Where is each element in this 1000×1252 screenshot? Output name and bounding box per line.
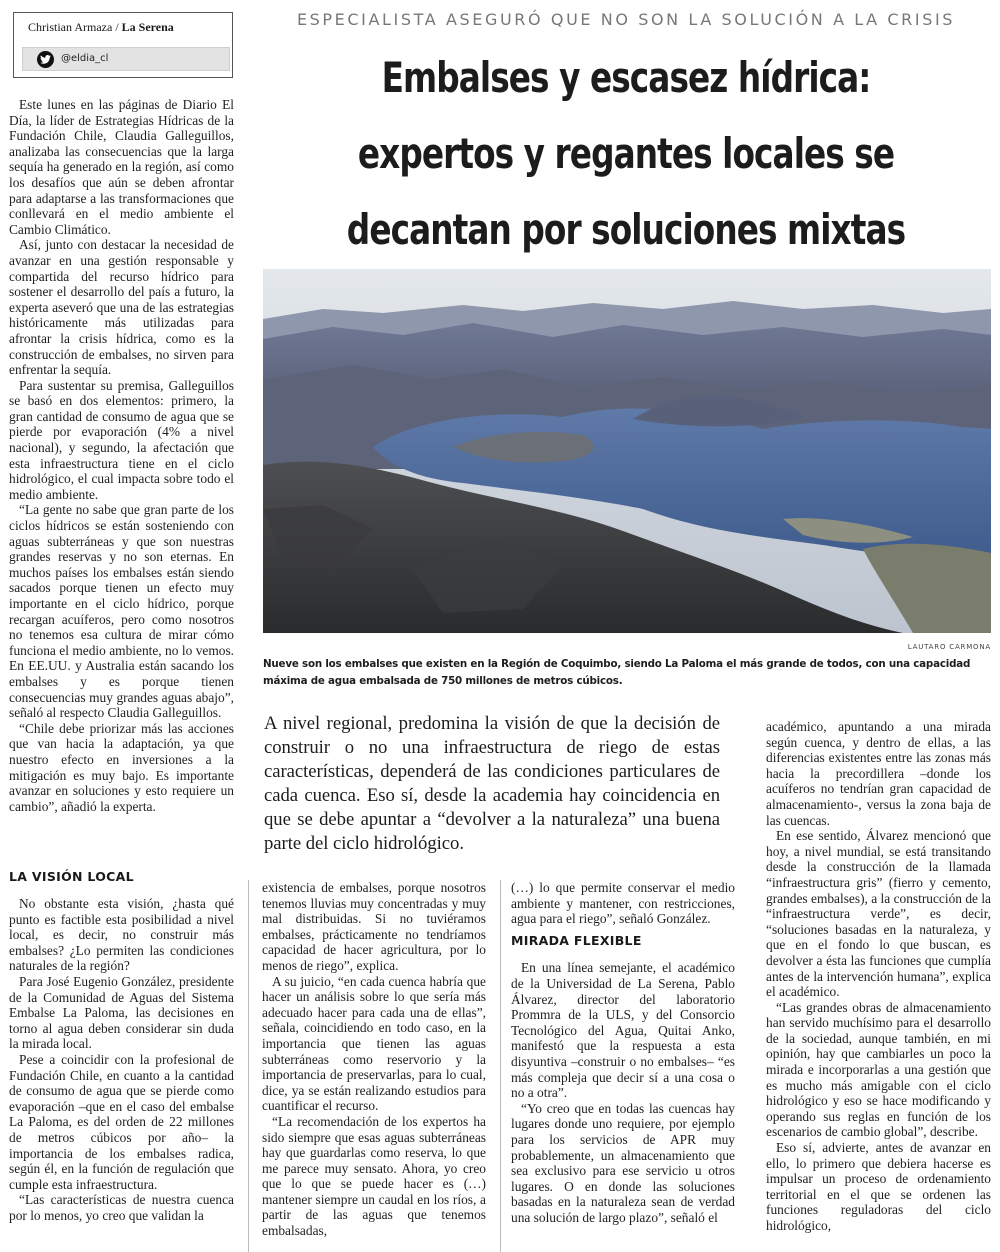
photo-caption: Nueve son los embalses que existen en la Región de Coquimbo, siendo La Paloma el más grande de todos, con una capacidad máxima de agua embalsada de 750 millones de metros cúbicos. — [263, 658, 971, 687]
paragraph: Pese a coincidir con la profesional de Fundación Chile, en cuanto a la cantidad de consumo de agua que se pierde como evaporación –que en el caso del embalse La Paloma, es del orden de 22 millones de metros cúbicos por año– la importancia de los embalses radica, según él, en la función de regulación que cumple esta infraestructura. — [9, 1051, 234, 1192]
twitter-bar — [22, 47, 230, 71]
right-column — [766, 719, 991, 1234]
byline — [28, 20, 174, 35]
paragraph: Para sustentar su premisa, Galleguillos se basó en dos elementos: primero, la gran cantidad de consumo de agua que se pierde por evaporación (4% a nivel nacional), y segundo, la afectación que esta infraestructura tiene en el ciclo hidrológico, el cual impacta sobre todo el medio ambiente. — [9, 377, 234, 502]
paragraph: (…) lo que permite conservar el medio ambiente y mantener, con restricciones, agua para el riego”, señaló González. — [511, 880, 735, 927]
middle-column-1 — [262, 880, 486, 1239]
paragraph: académico, apuntando a una mirada según cuenca, y dentro de ellas, a las diferencias existentes entre las zonas más hacia la precordillera –donde los acuíferos no tendrían gran capacidad de almacenamiento-, versus la zona baja de las cuencas. — [766, 719, 991, 828]
headline-line-3: decantan por soluciones mixtas — [346, 205, 906, 254]
photo-credit: LAUTARO CARMONA — [907, 643, 991, 651]
twitter-handle: @eldia_cl — [61, 53, 109, 64]
byline-city: La Serena — [121, 20, 174, 34]
byline-box — [13, 12, 233, 78]
left-column — [9, 97, 234, 814]
kicker: ESPECIALISTA ASEGURÓ QUE NO SON LA SOLUCIÓN A LA CRISIS — [296, 10, 956, 29]
paragraph: En una línea semejante, el académico de la Universidad de La Serena, Pablo Álvarez, director del laboratorio Prommra de la ULS, y del Consorcio Tecnológico del Agua, Quitai Anko, manifestó que la respuesta a esta disyuntiva –construir o no embalses– “es más compleja que decir sí a una cosa o no a otra”. — [511, 960, 735, 1101]
byline-separator: / — [112, 20, 122, 34]
paragraph: “Chile debe priorizar más las acciones que van hacia la adaptación, ya que nuestro efecto en inversiones a la mitigación es muy bajo. Es importante avanzar en soluciones y esto requiere un cambio”, añadió la experta. — [9, 720, 234, 814]
paragraph: “La gente no sabe que gran parte de los ciclos hídricos se están sosteniendo con aguas subterráneas y que son nuestras grandes reservas y no son eternas. En muchos países los embalses están siendo sacados porque tienen un efecto muy importante en el ciclo hídrico, porque recargan acuíferos, pero como nosotros no tenemos esa cultura de mirar cómo funciona el medio ambiente, no lo vemos. En EE.UU. y Australia están sacando los embalses y es porque tienen consecuencias muy grandes aguas abajo”, señaló al respecto Claudia Galleguillos. — [9, 502, 234, 721]
reservoir-landscape-image — [263, 269, 991, 633]
author-name: Christian Armaza — [28, 20, 113, 34]
left-bottom-column — [9, 896, 234, 1223]
middle-column-2 — [511, 880, 735, 1225]
headline-line-1: Embalses y escasez hídrica: — [381, 53, 871, 102]
column-divider — [248, 880, 249, 1252]
paragraph: “Las características de nuestra cuenca por lo menos, yo creo que validan la — [9, 1192, 234, 1223]
paragraph: “Yo creo que en todas las cuencas hay lugares donde uno requiere, por ejemplo para los servicios de APR muy probablemente, un almacenamiento que sea exclusivo para ese servicio u otros lugares. O en donde las soluciones basadas en la naturaleza sean de verdad una solución de largo plazo”, señaló el — [511, 1100, 735, 1225]
paragraph: Así, junto con destacar la necesidad de avanzar en una gestión responsable y compartida del recurso hídrico para sostener el desarrollo del país a futuro, la experta aseveró que una de las estrategias históricamente más utilizadas para afrontar la crisis hídrica, como es la construcción de embalses, no sirven para enfrentar la sequía. — [9, 237, 234, 378]
twitter-bird-icon — [37, 51, 54, 68]
reservoir-photo — [263, 269, 991, 633]
paragraph: existencia de embalses, porque nosotros tenemos lluvias muy concentradas y muy mal distribuidas. Si no tuviéramos embalses, prácticamente no tendríamos capacidad de hacer agricultura, por lo menos de riego”, explica. — [262, 880, 486, 973]
paragraph: Para José Eugenio González, presidente de la Comunidad de Aguas del Sistema Embalse La Paloma, las decisiones en torno al agua deben considerar sin duda la mirada local. — [9, 973, 234, 1052]
column-divider — [500, 880, 501, 1252]
subhead-la-vision-local: LA VISIÓN LOCAL — [9, 869, 134, 884]
lede-paragraph: A nivel regional, predomina la visión de que la decisión de construir o no una infraestructura de riego de estas características, dependerá de las condiciones particulares de cada cuenca. Eso sí, desde la academia hay coincidencia en que se debe apuntar a “devolver a la naturaleza” una buena parte del ciclo hidrológico. — [264, 713, 720, 855]
paragraph: Eso sí, advierte, antes de avanzar en ello, lo primero que debiera hacerse es impulsar un proceso de ordenamiento territorial en el que se ordenen las funciones reguladoras del ciclo hidrológico, — [766, 1140, 991, 1233]
paragraph: “Las grandes obras de almacenamiento han servido muchísimo para el desarrollo de la sociedad, aunque también, en mi opinión, hay que cambiarles un poco la mirada e incorporarlas a una gestión que es mucho más amigable con el ciclo hidrológico y eso se hace modificando y operando sus reglas en función de los escenarios de cambio global”, describe. — [766, 999, 991, 1140]
headline-line-2: expertos y regantes locales se — [357, 129, 895, 178]
paragraph: A su juicio, “en cada cuenca habría que hacer un análisis sobre lo que sería más adecuado hacer para cada una de ellas”, señala, coincidiendo en todo caso, en la importancia que tienen las aguas subterráneas como reservorio y la importancia de preservarlas, para lo cual, dice, ya se están realizando estudios para cuantificar el recurso. — [262, 973, 486, 1114]
paragraph: En ese sentido, Álvarez mencionó que hoy, a nivel mundial, se está transitando desde la construcción de la llamada “infraestructura gris” (fierro y cemento, grandes embalses), a la construcción de la “infraestructura verde”, es decir, “soluciones basadas en la naturaleza, y que en el fondo lo que buscan, es devolver a ésta las funciones que cumplía antes de la intervención humana”, explica el académico. — [766, 828, 991, 1000]
headline — [342, 40, 910, 268]
paragraph: Este lunes en las páginas de Diario El Día, la líder de Estrategias Hídricas de la Fundación Chile, Claudia Galleguillos, analizaba las consecuencias que la larga sequía ha generado en la región, así como los desafíos que aún se deben afrontar para adaptarse a las transformaciones que conllevará en el medio ambiente el Cambio Climático. — [9, 97, 234, 237]
paragraph: “La recomendación de los expertos ha sido siempre que esas aguas subterráneas hay que guardarlas como reserva, lo que me parece muy sensato. Ahora, yo creo que lo que se puede hacer es (…) mantener siempre un caudal en los ríos, a partir de las aguas que tenemos embalsadas, — [262, 1113, 486, 1239]
subhead-mirada-flexible: MIRADA FLEXIBLE — [511, 932, 642, 948]
paragraph: No obstante esta visión, ¿hasta qué punto es factible esta posibilidad a nivel local, es decir, no construir más embalses? ¿Lo permiten las condiciones naturales de la región? — [9, 896, 234, 974]
